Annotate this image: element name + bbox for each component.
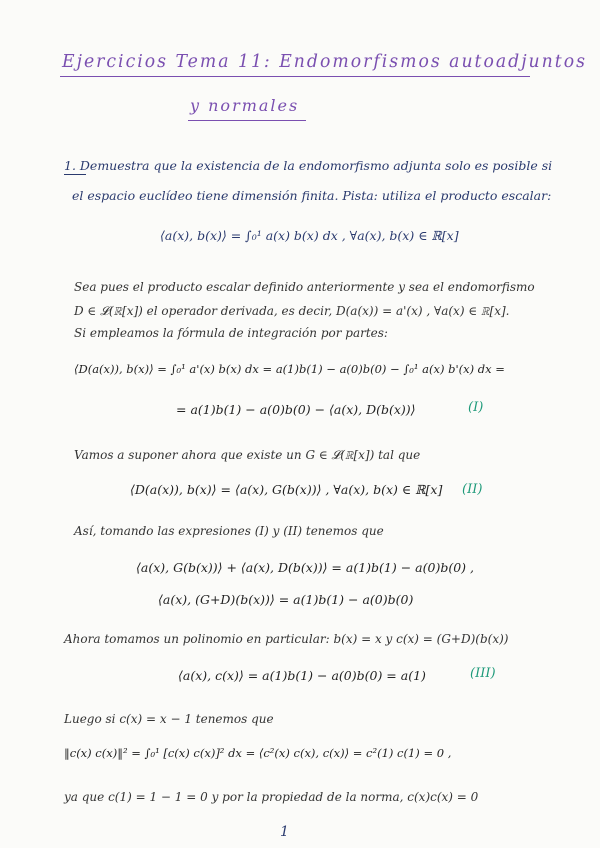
equation: ⟨a(x), c(x)⟩ = a(1)b(1) − a(0)b(0) = a(1) bbox=[178, 668, 426, 683]
problem-formula: ⟨a(x), b(x)⟩ = ∫₀¹ a(x) b(x) dx , ∀a(x), b(x) ∈ ℝ[x] bbox=[160, 228, 459, 243]
equation-tag: (III) bbox=[470, 666, 496, 681]
title-underline-2 bbox=[188, 120, 306, 121]
equation: ‖c(x) c(x)‖² = ∫₀¹ [c(x) c(x)]² dx = ⟨c²(x) c(x), c(x)⟩ = c²(1) c(1) = 0 , bbox=[64, 746, 452, 760]
page-title: Ejercicios Tema 11: Endomorfismos autoadjuntos bbox=[62, 52, 587, 72]
equation: = a(1)b(1) − a(0)b(0) − ⟨a(x), D(b(x))⟩ bbox=[176, 402, 416, 417]
paragraph-text: Ahora tomamos un polinomio en particular: b(x) = x y c(x) = (G+D)(b(x)) bbox=[64, 632, 509, 646]
page-title-continued: y normales bbox=[190, 96, 300, 115]
paragraph-text: Sea pues el producto escalar definido anteriormente y sea el endomorfismo bbox=[74, 280, 535, 294]
paragraph-text: Si empleamos la fórmula de integración por partes: bbox=[74, 326, 388, 340]
equation: ⟨a(x), G(b(x))⟩ + ⟨a(x), D(b(x))⟩ = a(1)b(1) − a(0)b(0) , bbox=[136, 560, 474, 575]
problem-number-underline bbox=[64, 174, 86, 175]
page-number: 1 bbox=[280, 824, 289, 840]
paragraph-text: Así, tomando las expresiones (I) y (II) tenemos que bbox=[74, 524, 384, 538]
paragraph-text: ya que c(1) = 1 − 1 = 0 y por la propiedad de la norma, c(x)c(x) = 0 bbox=[64, 790, 479, 804]
problem-statement: el espacio euclídeo tiene dimensión finita. Pista: utiliza el producto escalar: bbox=[72, 188, 552, 203]
equation-tag: (I) bbox=[468, 400, 484, 415]
equation: ⟨D(a(x)), b(x)⟩ = ∫₀¹ a'(x) b(x) dx = a(1)b(1) − a(0)b(0) − ∫₀¹ a(x) b'(x) dx = bbox=[74, 362, 505, 376]
equation-tag: (II) bbox=[462, 482, 483, 497]
paragraph-text: D ∈ 𝓛(ℝ[x]) el operador derivada, es decir, D(a(x)) = a'(x) , ∀a(x) ∈ ℝ[x]. bbox=[74, 304, 510, 318]
equation: ⟨D(a(x)), b(x)⟩ = ⟨a(x), G(b(x))⟩ , ∀a(x), b(x) ∈ ℝ[x] bbox=[130, 482, 443, 497]
problem-statement: 1. Demuestra que la existencia de la endomorfismo adjunta solo es posible si bbox=[64, 158, 553, 173]
paragraph-text: Luego si c(x) = x − 1 tenemos que bbox=[64, 712, 274, 726]
title-underline bbox=[60, 76, 530, 77]
paragraph-text: Vamos a suponer ahora que existe un G ∈ 𝓛(ℝ[x]) tal que bbox=[74, 448, 421, 462]
equation: ⟨a(x), (G+D)(b(x))⟩ = a(1)b(1) − a(0)b(0) bbox=[158, 592, 414, 607]
